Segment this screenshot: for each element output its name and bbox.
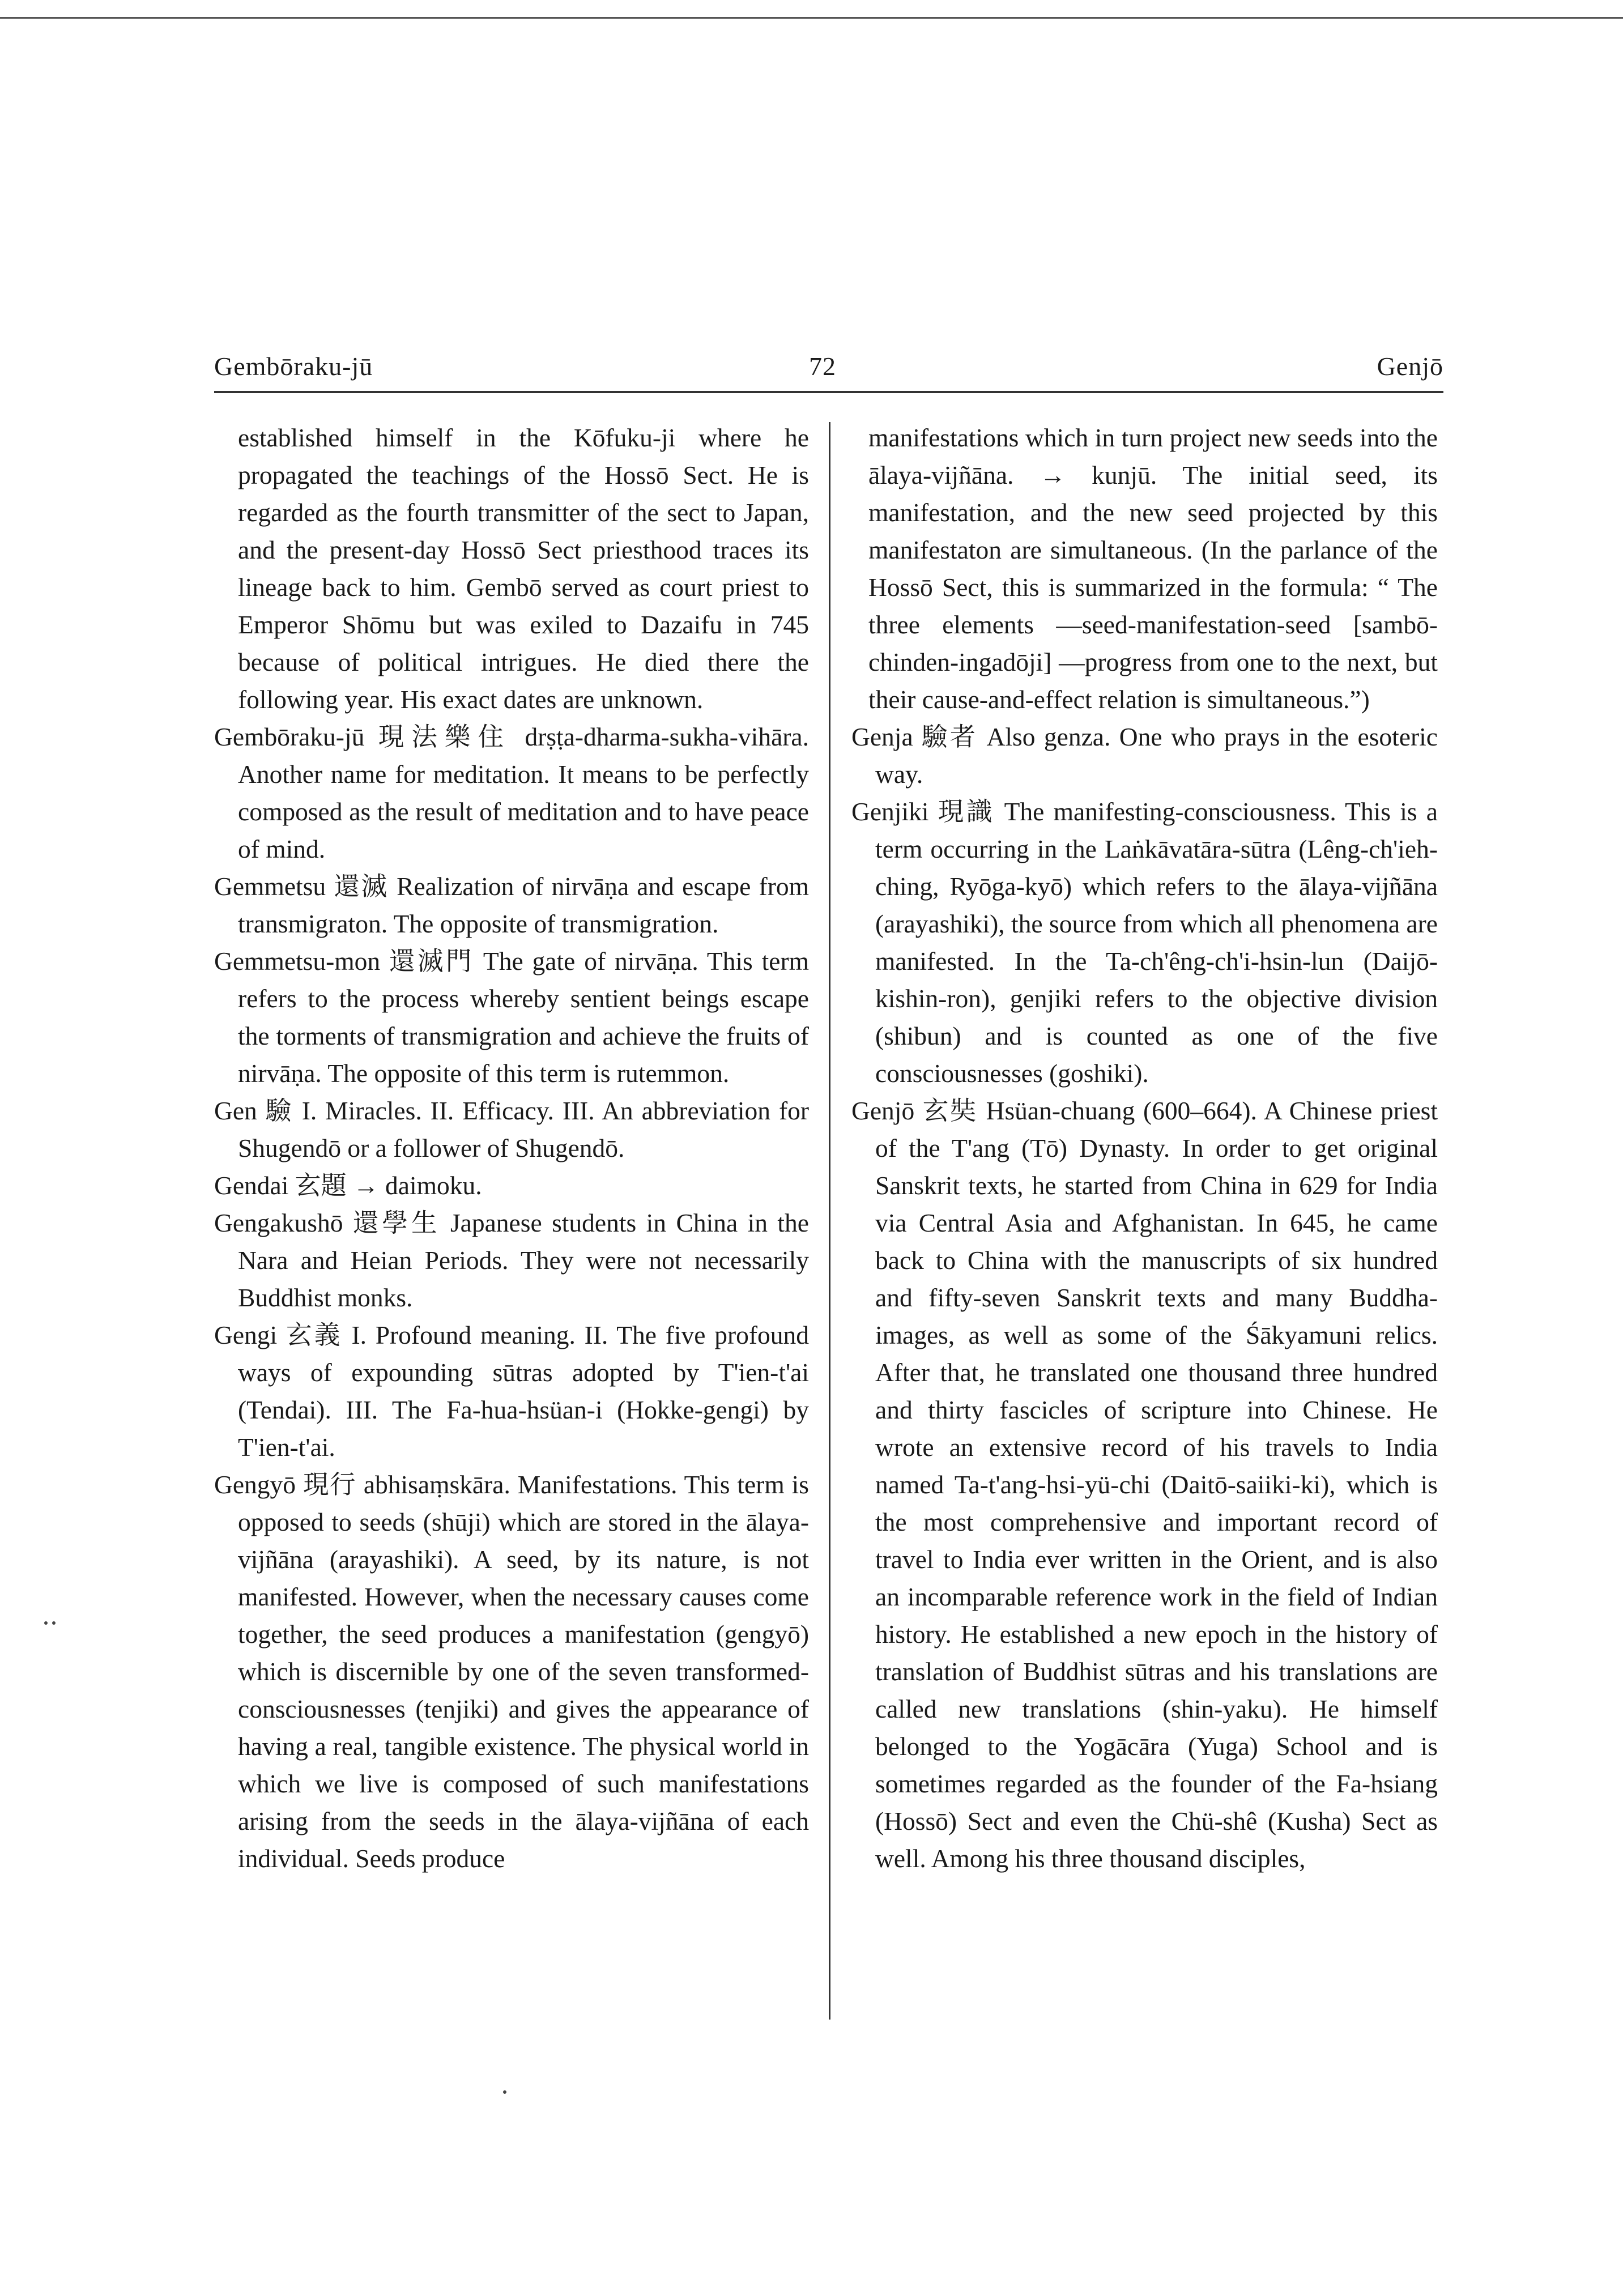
entry-gemmetsu: Gemmetsu 還滅 Realization of nirvāṇa and escape from transmigraton. The opposite of transmigration. bbox=[214, 872, 809, 938]
entry-genja: Genja 驗者 Also genza. One who prays in the esoteric way. bbox=[851, 722, 1438, 789]
entry-genjiki: Genjiki 現識 The manifesting-consciousness. This is a term occurring in the Laṅkāvatāra-sūtra (Lêng-ch'ieh-ching, Ryōga-kyō) which refers to the ālaya-vijñāna (arayashiki), the source from which all phenomena are manifested. In the Ta-ch'êng-ch'i-hsin-lun (Daijō-kishin-ron), genjiki refers to the objective division (shibun) and is counted as one of the five consciousnesses (goshiki). bbox=[851, 797, 1438, 1088]
scan-speck bbox=[503, 2090, 506, 2094]
entry-continuation: established himself in the Kōfuku-ji where he propagated the teachings of the Hossō Sect. He is regarded as the fourth transmitter of the sect to Japan, and the present-day Hossō Sect priesthood traces its lineage back to him. Gembō served as court priest to Emperor Shōmu but was exiled to Dazaifu in 745 because of political intrigues. He died there the following year. His exact dates are unknown. bbox=[238, 423, 809, 714]
top-scan-edge-rule bbox=[0, 17, 1623, 19]
entry-genjo: Genjō 玄奘 Hsüan-chuang (600–664). A Chinese priest of the T'ang (Tō) Dynasty. In order to get original Sanskrit texts, he started from China in 629 for India via Central Asia and Afghanistan. In 645, he came back to China with the manuscripts of six hundred and fifty-seven Sanskrit texts and many Buddha-images, as well as some of the Śākyamuni relics. After that, he translated one thousand three hundred and thirty fascicles of scripture into Chinese. He wrote an extensive record of his travels to India named Ta-t'ang-hsi-yü-chi (Daitō-saiiki-ki), which is the most comprehensive and important record of travel to India ever written in the Orient, and is also an incomparable reference work in the field of Indian history. He established a new epoch in the history of translation of Buddhist sūtras and his translations are called new translations (shin-yaku). He himself belonged to the Yogācāra (Yuga) School and is sometimes regarded as the founder of the Fa-hsiang (Hossō) Sect and even the Chü-shê (Kusha) Sect as well. Among his three thousand disciples, bbox=[851, 1096, 1438, 1873]
page-number: 72 bbox=[809, 352, 836, 381]
entry-gemboraku-ju: Gembōraku-jū 現法樂住 drṣṭa-dharma-sukha-vihāra. Another name for meditation. It means to be perfectly composed as the result of meditation and to have peace of mind. bbox=[214, 722, 809, 863]
entry-gengyo: Gengyō 現行 abhisaṃskāra. Manifestations. This term is opposed to seeds (shūji) which are stored in the ālaya-vijñāna (arayashiki). A seed, by its nature, is not manifested. However, when the necessary causes come together, the seed produces a manifestation (gengyō) which is discernible by one of the seven transformed-consciousnesses (tenjiki) and gives the appearance of having a real, tangible existence. The physical world in which we live is composed of such manifestations arising from the seeds in the ālaya-vijñāna of each individual. Seeds produce bbox=[214, 1470, 809, 1873]
entry-gengakusho: Gengakushō 還學生 Japanese students in China in the Nara and Heian Periods. They were not necessarily Buddhist monks. bbox=[214, 1208, 809, 1312]
entry-continuation-gengyo: manifestations which in turn project new seeds into the ālaya-vijñāna. → kunjū. The initial seed, its manifestation, and the new seed projected by this manifestaton are simultaneous. (In the parlance of the Hossō Sect, this is summarized in the formula: “ The three elements —seed-manifestation-seed [sambō-chinden-ingadōji] —progress from one to the next, but their cause-and-effect relation is simultaneous.”) bbox=[868, 423, 1438, 714]
entry-gemmetsu-mon: Gemmetsu-mon 還滅門 The gate of nirvāṇa. This term refers to the process whereby sentient beings escape the torments of transmigration and achieve the fruits of nirvāṇa. The opposite of this term is rutemmon. bbox=[214, 947, 809, 1088]
scan-speck bbox=[44, 1621, 48, 1625]
scan-speck bbox=[52, 1621, 56, 1625]
entry-gendai: Gendai 玄題 → daimoku. bbox=[214, 1171, 482, 1200]
entry-gen: Gen 驗 I. Miracles. II. Efficacy. III. An abbreviation for Shugendō or a follower of Shugendō. bbox=[214, 1096, 809, 1162]
column-divider bbox=[829, 422, 830, 2020]
header-rule bbox=[214, 391, 1443, 393]
left-column bbox=[214, 419, 809, 1877]
running-header bbox=[214, 351, 1443, 391]
entry-gengi: Gengi 玄義 I. Profound meaning. II. The five profound ways of expounding sūtras adopted by T'ien-t'ai (Tendai). III. The Fa-hua-hsüan-i (Hokke-gengi) by T'ien-t'ai. bbox=[214, 1320, 809, 1462]
header-right-guide-word: Genjō bbox=[1377, 352, 1443, 381]
header-left-guide-word: Gembōraku-jū bbox=[214, 352, 373, 381]
right-column bbox=[851, 419, 1438, 1877]
